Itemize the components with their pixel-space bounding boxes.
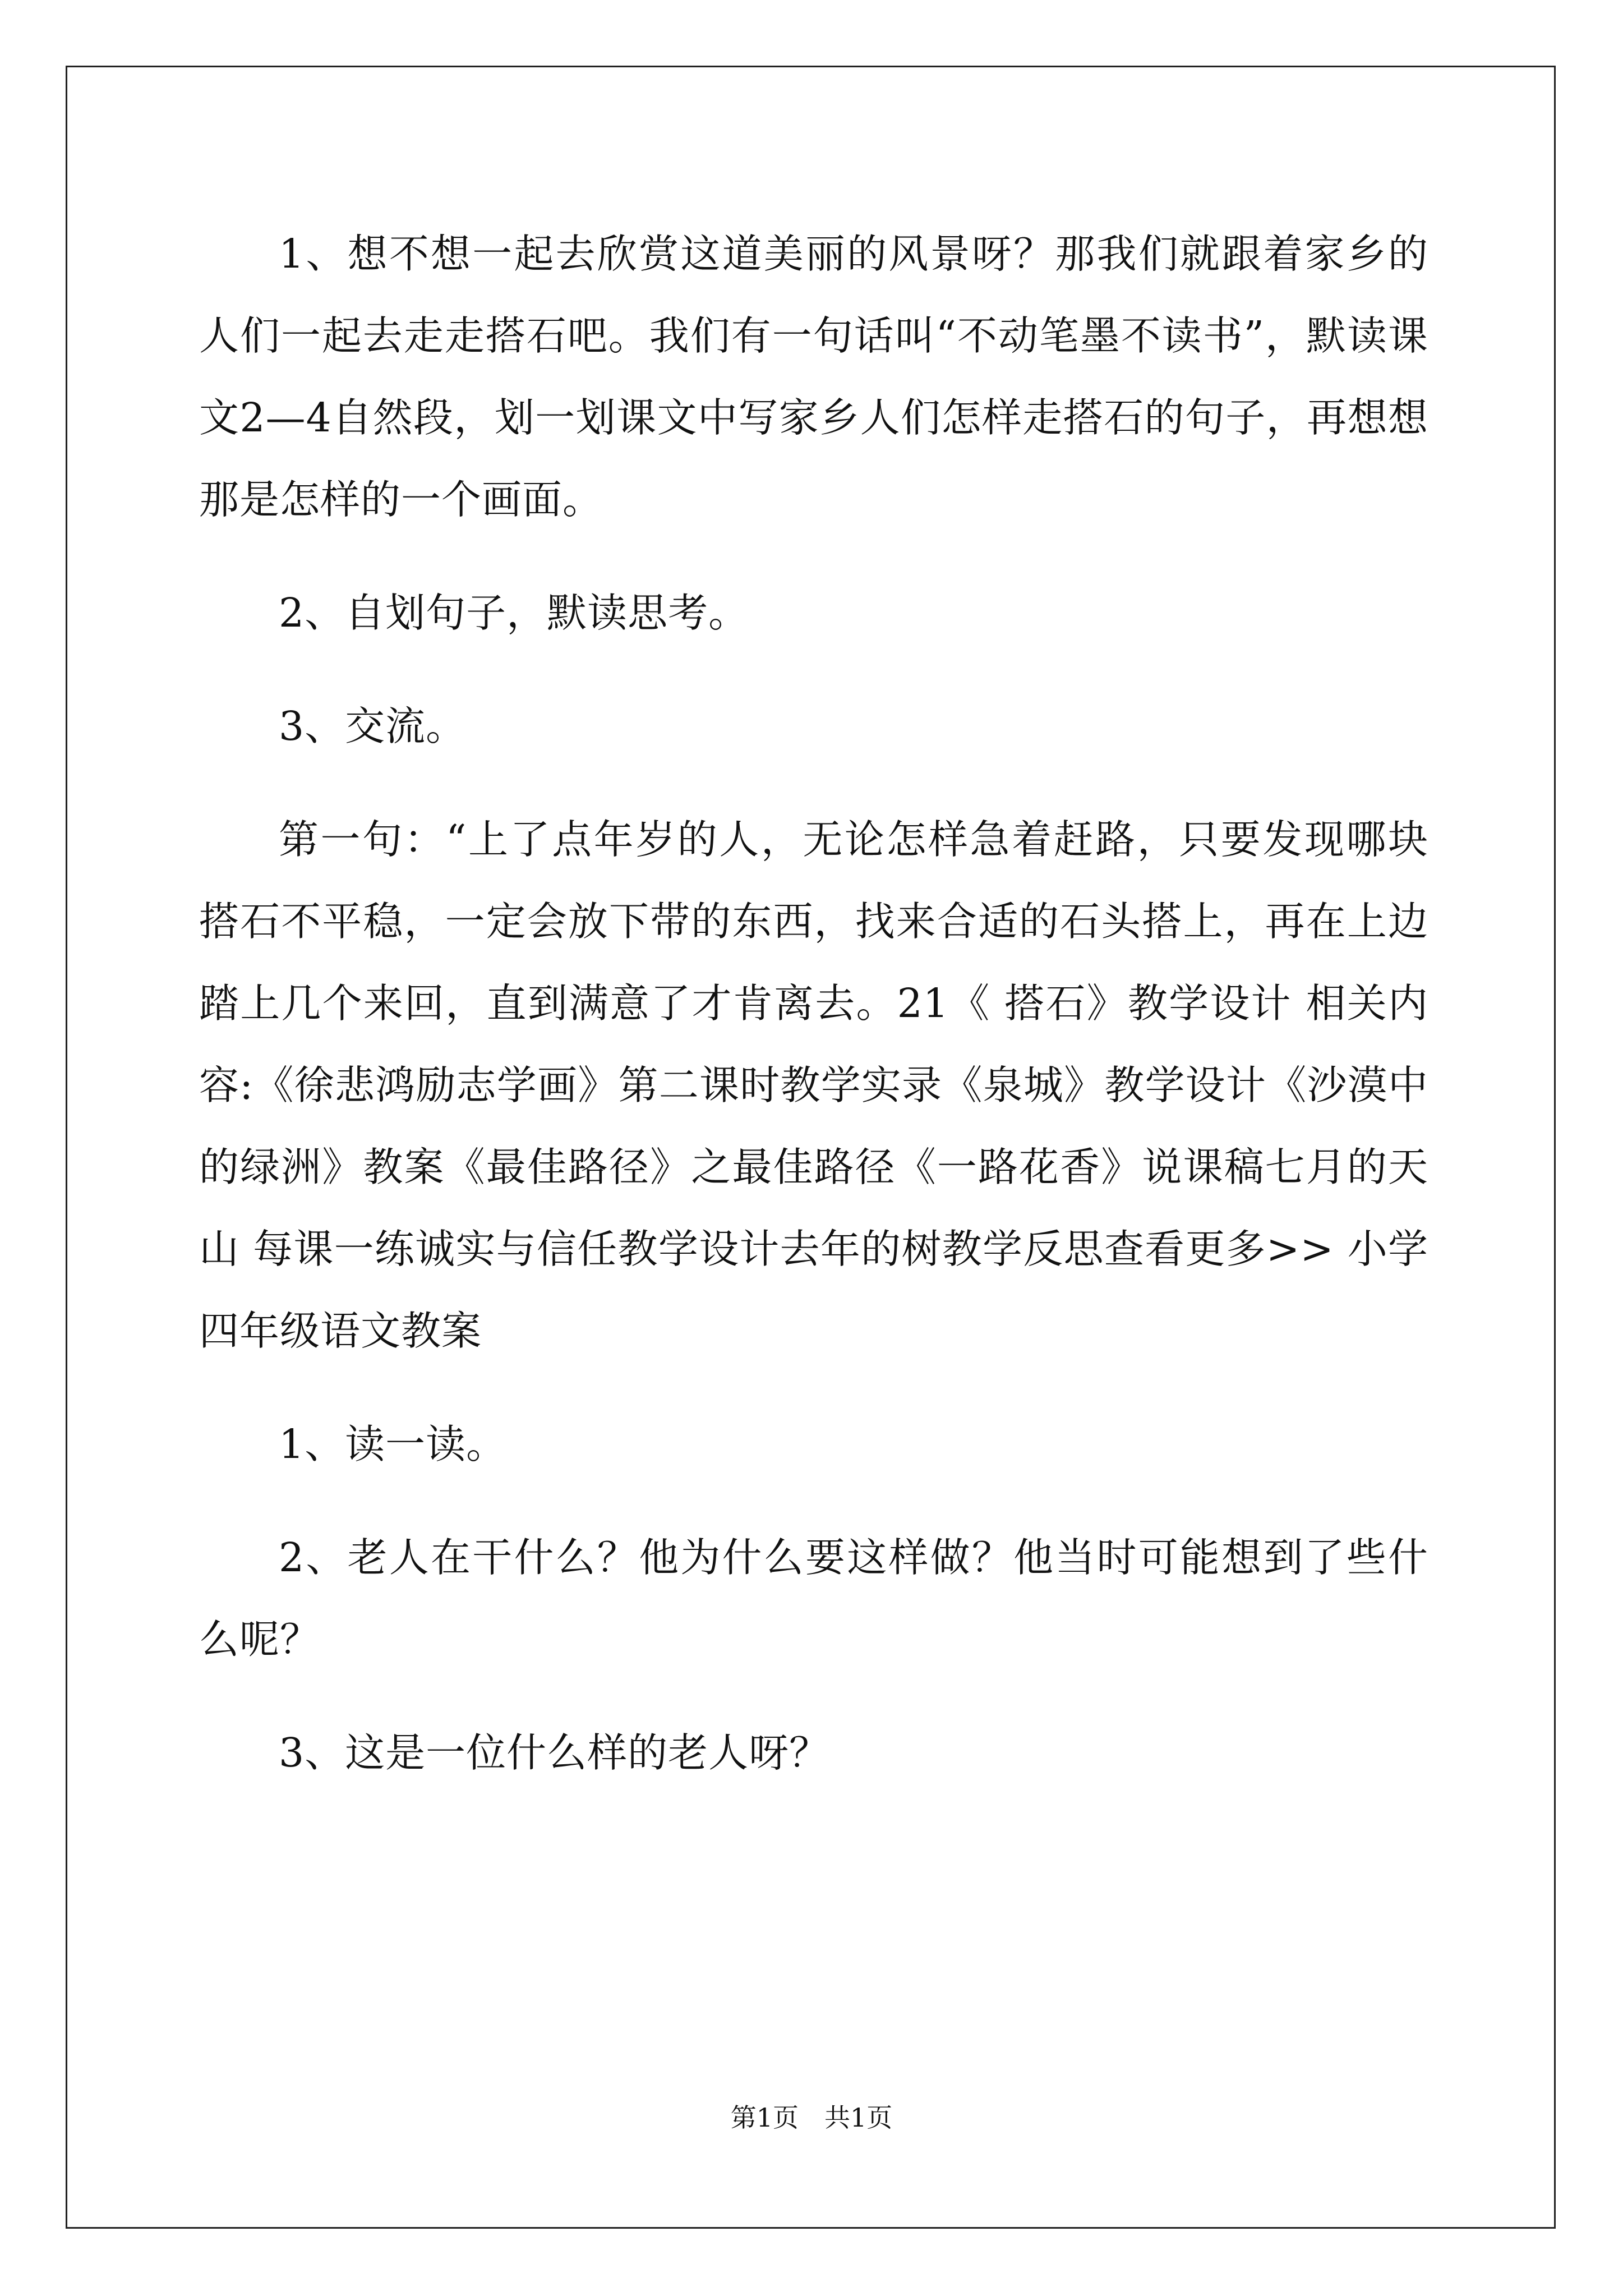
paragraph-4: 第一句：“上了点年岁的人，无论怎样急着赶路，只要发现哪块搭石不平稳，一定会放下带的东西，找来合适的石头搭上，再在上边踏上几个来回，直到满意了才肯离去。21《 搭石》教学设计 相关内容:《徐悲鸿励志学画》第二课时教学实录《泉城》教学设计《沙漠中的绿洲》教案《最佳路径》之最佳路径《一路花香》说课稿七月的天山 每课一练诚实与信任教学设计去年的树教学反思查看更多>> 小学四年级语文教案	[199, 816, 1428, 1354]
paragraph-5: 1、读一读。	[279, 1421, 507, 1467]
paragraph-2: 2、自划句子，默读思考。	[279, 590, 749, 636]
document-body	[199, 213, 1428, 1794]
paragraph-7: 3、这是一位什么样的老人呀？	[279, 1729, 830, 1776]
paragraph-6: 2、老人在干什么？他为什么要这样做？他当时可能想到了些什么呢？	[199, 1534, 1428, 1663]
paragraph-1: 1、想不想一起去欣赏这道美丽的风景呀？那我们就跟着家乡的人们一起去走走搭石吧。我们有一句话叫“不动笔墨不读书”，默读课文2—4自然段，划一划课文中写家乡人们怎样走搭石的句子，再想想那是怎样的一个画面。	[199, 231, 1428, 523]
paragraph-3: 3、交流。	[279, 703, 467, 749]
page-footer	[0, 2101, 1623, 2134]
page-number-total: 共1页	[824, 2102, 893, 2133]
page-number-current: 第1页	[730, 2102, 799, 2133]
